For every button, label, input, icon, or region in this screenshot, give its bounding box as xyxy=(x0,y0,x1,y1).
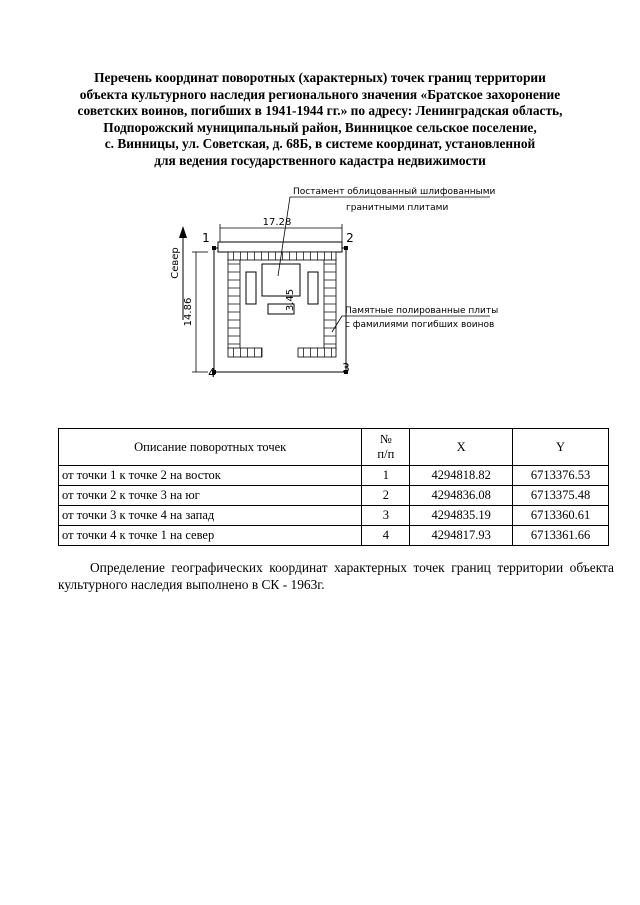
row-description: от точки 3 к точке 4 на запад xyxy=(59,506,362,526)
row-x: 4294835.19 xyxy=(410,506,513,526)
memorial-plaque xyxy=(246,272,256,304)
row-y: 6713360.61 xyxy=(513,506,609,526)
corner-point-3: 3 xyxy=(342,361,350,375)
title-line: Перечень координат поворотных (характерных) точек границ территории xyxy=(94,70,546,85)
top-inner-wall xyxy=(228,252,336,260)
row-description: от точки 4 к точке 1 на север xyxy=(59,526,362,546)
row-x: 4294836.08 xyxy=(410,486,513,506)
table-row xyxy=(59,526,609,546)
row-y: 6713376.53 xyxy=(513,466,609,486)
bottom-right-wall xyxy=(298,348,336,357)
row-y: 6713375.48 xyxy=(513,486,609,506)
table-row xyxy=(59,486,609,506)
row-number: 3 xyxy=(362,506,410,526)
dimension-height-label: 14.86 xyxy=(183,297,194,327)
header-number xyxy=(362,429,410,466)
top-wall xyxy=(218,242,342,252)
dimension-small-label: 3.45 xyxy=(285,288,296,312)
corner-point-marker xyxy=(344,246,348,250)
north-label: Север xyxy=(170,247,181,279)
row-x: 4294817.93 xyxy=(410,526,513,546)
pedestal-label-line2: гранитными плитами xyxy=(346,203,449,213)
document-title xyxy=(40,70,600,169)
title-line: объекта культурного наследия регионального значения «Братское захоронение xyxy=(79,86,561,102)
row-x: 4294818.82 xyxy=(410,466,513,486)
left-wall xyxy=(228,258,240,350)
header-number-abbr: п/п xyxy=(377,447,395,461)
plaques-label-line1: Памятные полированные плиты xyxy=(345,306,499,316)
corner-point-marker xyxy=(212,246,216,250)
pedestal-label-line1: Постамент облицованный шлифованными xyxy=(293,187,496,197)
corner-point-2: 2 xyxy=(346,231,354,245)
header-description: Описание поворотных точек xyxy=(59,429,362,466)
coordinate-system-note: Определение географических координат характерных точек границ территории объекта культурного наследия выполнено в СК - 1963г. xyxy=(58,560,614,593)
dimension-width-label: 17.28 xyxy=(262,217,292,228)
table-row xyxy=(59,506,609,526)
right-wall xyxy=(324,258,336,350)
title-line: советских воинов, погибших в 1941-1944 гг.» по адресу: Ленинградская область, xyxy=(77,103,563,118)
height-dimension xyxy=(192,252,208,372)
table-row xyxy=(59,466,609,486)
title-line: с. Винницы, ул. Советская, д. 68Б, в системе координат, установленной xyxy=(104,136,536,151)
row-description: от точки 1 к точке 2 на восток xyxy=(59,466,362,486)
site-plan-drawing xyxy=(160,180,520,380)
header-x: X xyxy=(410,429,513,466)
coordinates-table xyxy=(58,428,609,546)
memorial-plaque xyxy=(308,272,318,304)
table-header-row xyxy=(59,429,609,466)
row-number: 1 xyxy=(362,466,410,486)
corner-point-1: 1 xyxy=(202,231,210,245)
plaques-label-line2: с фамилиями погибших воинов xyxy=(345,320,495,330)
row-y: 6713361.66 xyxy=(513,526,609,546)
bottom-left-wall xyxy=(228,348,262,357)
header-y: Y xyxy=(513,429,609,466)
title-line: для ведения государственного кадастра недвижимости xyxy=(154,152,486,168)
title-line: Подпорожский муниципальный район, Винницкое сельское поселение, xyxy=(103,119,537,135)
row-number: 2 xyxy=(362,486,410,506)
row-description: от точки 2 к точке 3 на юг xyxy=(59,486,362,506)
header-number-symbol: № xyxy=(379,432,392,446)
corner-point-4: 4 xyxy=(208,366,216,380)
row-number: 4 xyxy=(362,526,410,546)
